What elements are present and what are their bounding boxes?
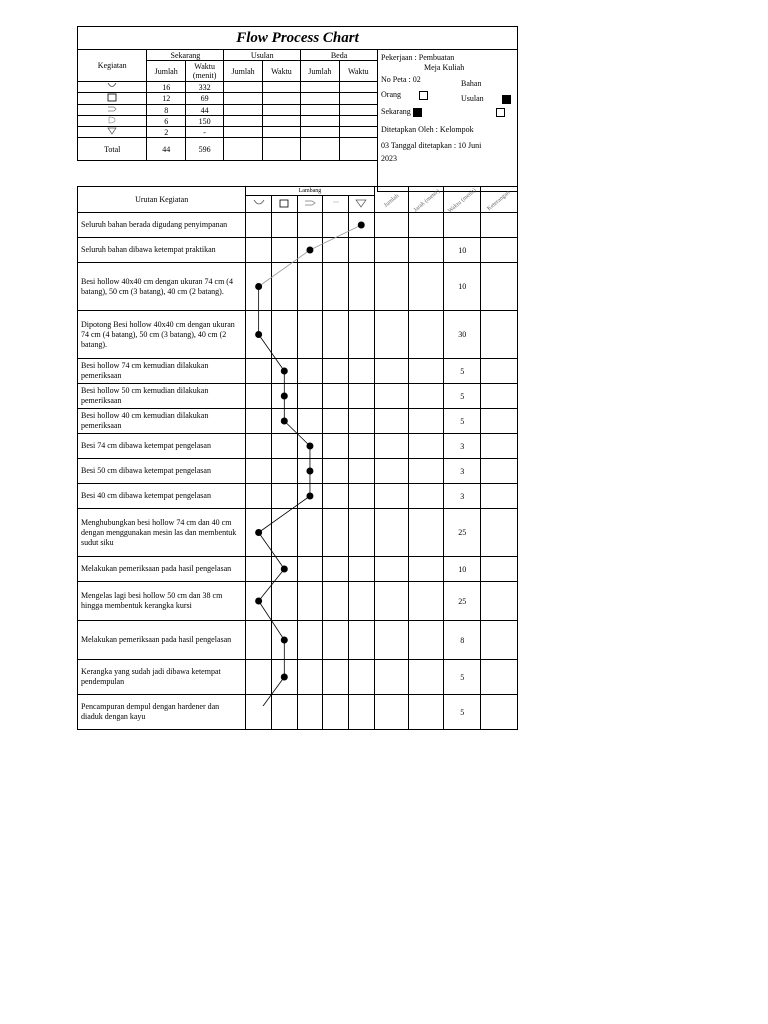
table-row [78, 484, 518, 509]
header-beda: Beda [301, 50, 378, 61]
header-sekarang: Sekarang [147, 50, 224, 61]
inspection-icon [78, 93, 147, 105]
orang-checkbox [419, 91, 428, 100]
activity-description: Mengelas lagi besi hollow 50 cm dan 38 cm hingga membentuk kerangka kursi [78, 582, 246, 621]
summary-table [77, 49, 378, 161]
table-row [78, 509, 518, 557]
header-jumlah: Jumlah [147, 61, 185, 82]
no-peta: No Peta : 02 [381, 75, 421, 84]
chart-title: Flow Process Chart [77, 26, 518, 50]
activity-time: 10 [444, 263, 481, 311]
activity-time: 3 [444, 459, 481, 484]
activity-table [77, 186, 518, 730]
header-jumlah: Jumlah [301, 61, 339, 82]
tanggal-ditetapkan: 03 Tanggal ditetapkan : 10 Juni [381, 141, 482, 150]
activity-time: 3 [444, 434, 481, 459]
table-row [78, 660, 518, 695]
table-row [78, 459, 518, 484]
header-waktu: Waktu [339, 61, 377, 82]
pekerjaan-label: Pekerjaan : Pembuatan [381, 53, 455, 62]
summary-jumlah: 8 [147, 105, 185, 116]
summary-jumlah: 16 [147, 82, 185, 93]
pekerjaan-value: Meja Kuliah [424, 63, 465, 72]
activity-description: Besi hollow 40 cm kemudian dilakukan pemeriksaan [78, 409, 246, 434]
usulan-label: Usulan [461, 94, 511, 104]
summary-waktu: 332 [185, 82, 223, 93]
delay-icon [323, 196, 349, 213]
table-row [78, 695, 518, 730]
table-row [78, 384, 518, 409]
activity-time: 30 [444, 311, 481, 359]
summary-jumlah: 6 [147, 116, 185, 127]
storage-icon [78, 127, 147, 138]
table-row [78, 311, 518, 359]
storage-icon [348, 196, 374, 213]
info-panel [377, 49, 518, 192]
activity-time: 5 [444, 409, 481, 434]
delay-icon [78, 116, 147, 127]
activity-description: Dipotong Besi hollow 40x40 cm dengan ukuran 74 cm (4 batang), 50 cm (3 batang), 40 cm (2 batang). [78, 311, 246, 359]
table-row [78, 557, 518, 582]
activity-description: Besi hollow 50 cm kemudian dilakukan pemeriksaan [78, 384, 246, 409]
header-jumlah: Jumlah [224, 61, 262, 82]
orang-label: Orang [381, 90, 428, 100]
summary-waktu: - [185, 127, 223, 138]
table-row [78, 359, 518, 384]
ditetapkan-oleh: Ditetapkan Oleh : Kelompok [381, 125, 474, 134]
activity-description: Seluruh bahan berada digudang penyimpanan [78, 213, 246, 238]
table-row [78, 409, 518, 434]
table-row [78, 621, 518, 660]
table-row [78, 238, 518, 263]
summary-jumlah: 12 [147, 93, 185, 105]
flow-process-chart [77, 26, 518, 721]
bahan-label: Bahan [461, 79, 482, 88]
operation-icon [78, 82, 147, 93]
summary-waktu: 44 [185, 105, 223, 116]
header-lambang: Lambang [246, 187, 374, 196]
activity-time: 5 [444, 384, 481, 409]
activity-description: Besi hollow 40x40 cm dengan ukuran 74 cm (4 batang), 50 cm (3 batang), 40 cm (2 batang). [78, 263, 246, 311]
bahan-checkbox [502, 95, 511, 104]
transport-icon [78, 105, 147, 116]
summary-jumlah: 2 [147, 127, 185, 138]
header-jarak: Jarak (meter) [412, 188, 441, 214]
activity-time: 5 [444, 695, 481, 730]
activity-time: 10 [444, 238, 481, 263]
table-row [78, 582, 518, 621]
table-row [78, 213, 518, 238]
table-row [78, 263, 518, 311]
activity-time: 3 [444, 484, 481, 509]
activity-description: Seluruh bahan dibawa ketempat praktikan [78, 238, 246, 263]
header-urutan-kegiatan: Urutan Kegiatan [78, 187, 246, 213]
activity-description: Pencampuran dempul dengan hardener dan diaduk dengan kayu [78, 695, 246, 730]
activity-description: Kerangka yang sudah jadi dibawa ketempat pendempulan [78, 660, 246, 695]
activity-time: 25 [444, 509, 481, 557]
activity-description: Besi 40 cm dibawa ketempat pengelasan [78, 484, 246, 509]
header-waktu-menit: Waktu (menit) [185, 61, 223, 82]
activity-description: Besi 74 cm dibawa ketempat pengelasan [78, 434, 246, 459]
table-row [78, 434, 518, 459]
summary-waktu: 69 [185, 93, 223, 105]
sekarang-label: Sekarang [381, 107, 422, 117]
activity-description: Melakukan pemeriksaan pada hasil pengelasan [78, 621, 246, 660]
header-usulan: Usulan [224, 50, 301, 61]
header-waktu: Waktu (menit) [446, 187, 478, 215]
header-keterangan: Keterangan [486, 189, 512, 213]
summary-waktu: 150 [185, 116, 223, 127]
activity-time: 25 [444, 582, 481, 621]
total-waktu: 596 [185, 138, 223, 161]
inspection-icon [271, 196, 297, 213]
activity-description: Besi hollow 74 cm kemudian dilakukan pemeriksaan [78, 359, 246, 384]
activity-time: 5 [444, 359, 481, 384]
activity-time: 5 [444, 660, 481, 695]
total-jumlah: 44 [147, 138, 185, 161]
activity-time: 10 [444, 557, 481, 582]
transport-icon [297, 196, 323, 213]
activity-description: Menghubungkan besi hollow 74 cm dan 40 cm dengan menggunakan mesin las dan membentuk sudut siku [78, 509, 246, 557]
header-jumlah: Jumlah [382, 193, 401, 209]
activity-time: 8 [444, 621, 481, 660]
header-kegiatan: Kegiatan [78, 50, 147, 82]
usulan-checkbox [496, 108, 505, 117]
total-label: Total [78, 138, 147, 161]
activity-description: Besi 50 cm dibawa ketempat pengelasan [78, 459, 246, 484]
operation-icon [246, 196, 272, 213]
tahun: 2023 [381, 154, 397, 163]
sekarang-checkbox [413, 108, 422, 117]
header-waktu: Waktu [262, 61, 300, 82]
activity-description: Melakukan pemeriksaan pada hasil pengelasan [78, 557, 246, 582]
activity-time [444, 213, 481, 238]
